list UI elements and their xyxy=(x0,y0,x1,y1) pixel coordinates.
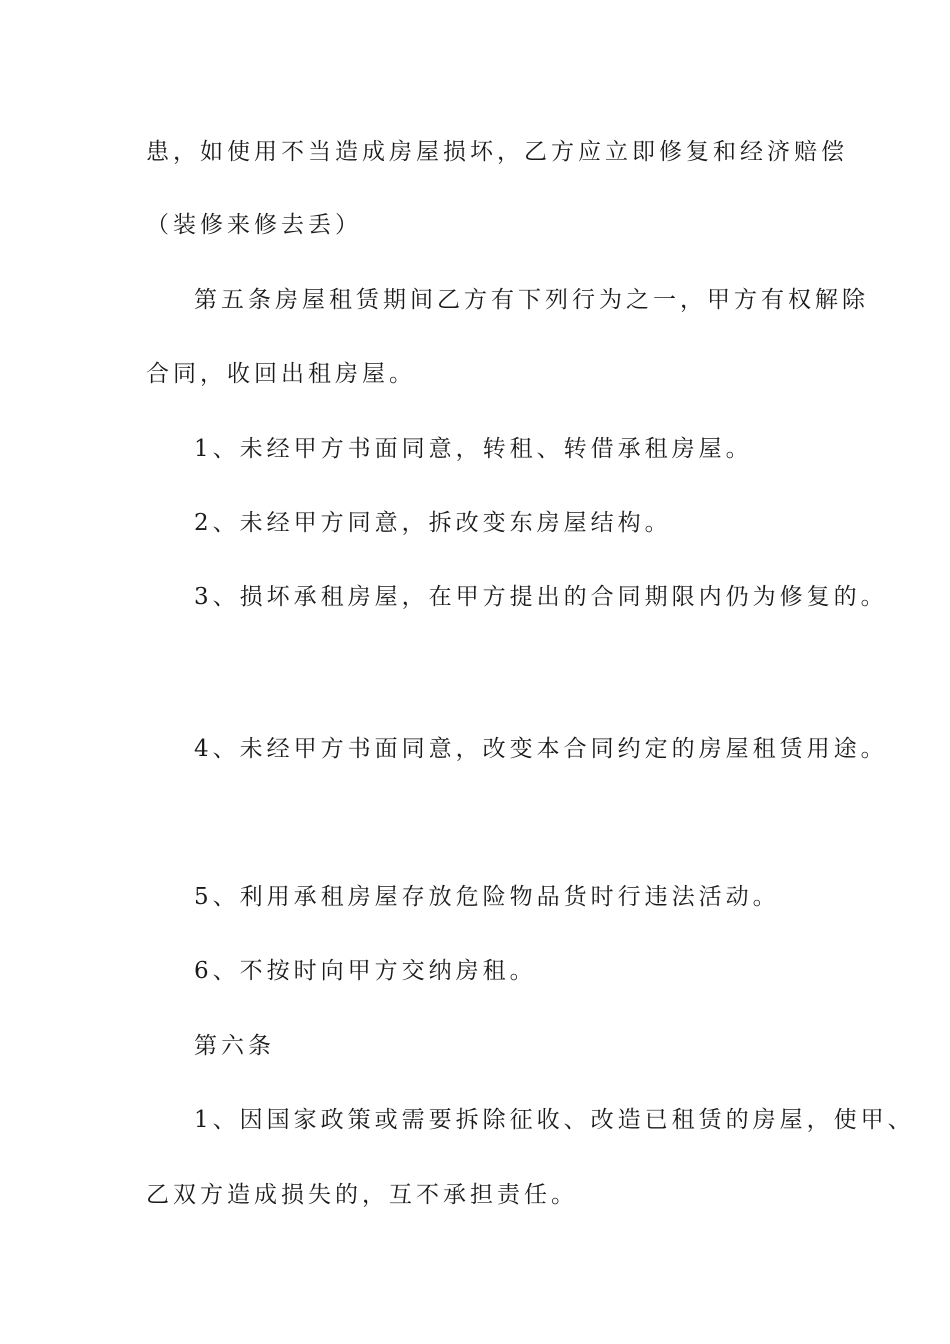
list-item: 2、未经甲方同意，拆改变东房屋结构。 xyxy=(194,510,672,536)
list-item: 6、不按时向甲方交纳房租。 xyxy=(194,958,537,984)
list-item: 4、未经甲方书面同意，改变本合同约定的房屋租赁用途。 xyxy=(194,736,888,762)
list-item: 1、未经甲方书面同意，转租、转借承租房屋。 xyxy=(194,436,753,462)
list-item: 1、因国家政策或需要拆除征收、改造已租赁的房屋，使甲、 xyxy=(194,1107,915,1133)
article-6-heading: 第六条 xyxy=(194,1033,275,1059)
list-item: 3、损坏承租房屋，在甲方提出的合同期限内仍为修复的。 xyxy=(194,584,888,610)
paragraph-line: （装修来修去丢） xyxy=(146,212,362,238)
paragraph-line: 乙双方造成损失的，互不承担责任。 xyxy=(146,1182,578,1208)
article-5-heading: 第五条房屋租赁期间乙方有下列行为之一，甲方有权解除 xyxy=(194,287,869,313)
paragraph-line: 合同，收回出租房屋。 xyxy=(146,361,416,387)
paragraph-line: 患，如使用不当造成房屋损坏，乙方应立即修复和经济赔偿 xyxy=(146,139,848,165)
list-item: 5、利用承租房屋存放危险物品货时行违法活动。 xyxy=(194,884,780,910)
